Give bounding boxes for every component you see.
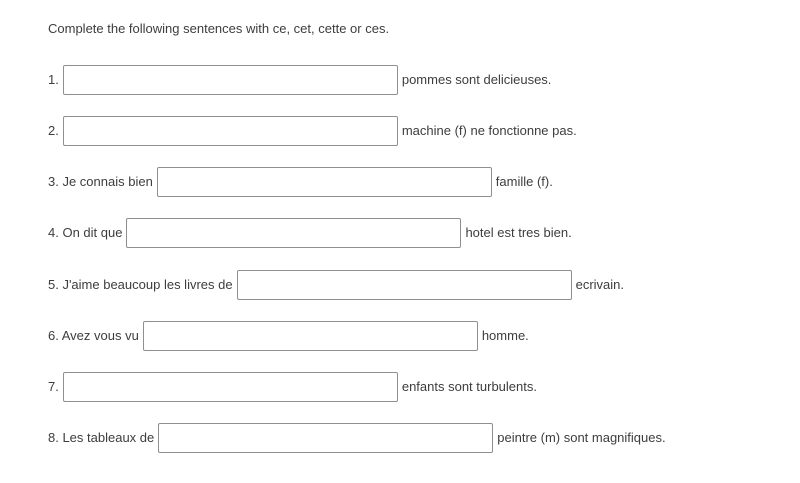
question-7-suffix: enfants sont turbulents. — [401, 379, 537, 394]
question-5 — [48, 270, 624, 300]
question-4-suffix: hotel est tres bien. — [465, 225, 572, 240]
question-3-answer-input[interactable] — [157, 167, 492, 197]
question-4-answer-input[interactable] — [126, 218, 461, 248]
question-6-answer-input[interactable] — [143, 321, 478, 351]
question-2-prefix: 2. — [48, 123, 59, 138]
question-1 — [48, 65, 551, 95]
question-7-answer-input[interactable] — [63, 372, 398, 402]
question-2 — [48, 116, 577, 146]
question-5-answer-input[interactable] — [237, 270, 572, 300]
question-4-prefix: 4. On dit que — [48, 225, 123, 240]
question-4 — [48, 218, 572, 248]
question-6 — [48, 321, 529, 351]
question-3 — [48, 167, 553, 197]
question-8-answer-input[interactable] — [158, 423, 493, 453]
question-8-prefix: 8. Les tableaux de — [48, 430, 155, 445]
question-8-suffix: peintre (m) sont magnifiques. — [497, 430, 666, 445]
question-6-prefix: 6. Avez vous vu — [48, 328, 139, 343]
question-2-suffix: machine (f) ne fonctionne pas. — [401, 123, 577, 138]
question-2-answer-input[interactable] — [63, 116, 398, 146]
question-7-prefix: 7. — [48, 379, 59, 394]
question-1-prefix: 1. — [48, 72, 59, 87]
question-1-suffix: pommes sont delicieuses. — [401, 72, 552, 87]
question-8 — [48, 423, 666, 453]
question-1-answer-input[interactable] — [63, 65, 398, 95]
question-5-suffix: ecrivain. — [575, 277, 625, 292]
question-7 — [48, 372, 537, 402]
question-3-suffix: famille (f). — [495, 174, 553, 189]
question-6-suffix: homme. — [481, 328, 529, 343]
question-5-prefix: 5. J'aime beaucoup les livres de — [48, 277, 233, 292]
instructions-text: Complete the following sentences with ce, cet, cette or ces. — [48, 21, 390, 36]
question-3-prefix: 3. Je connais bien — [48, 174, 153, 189]
